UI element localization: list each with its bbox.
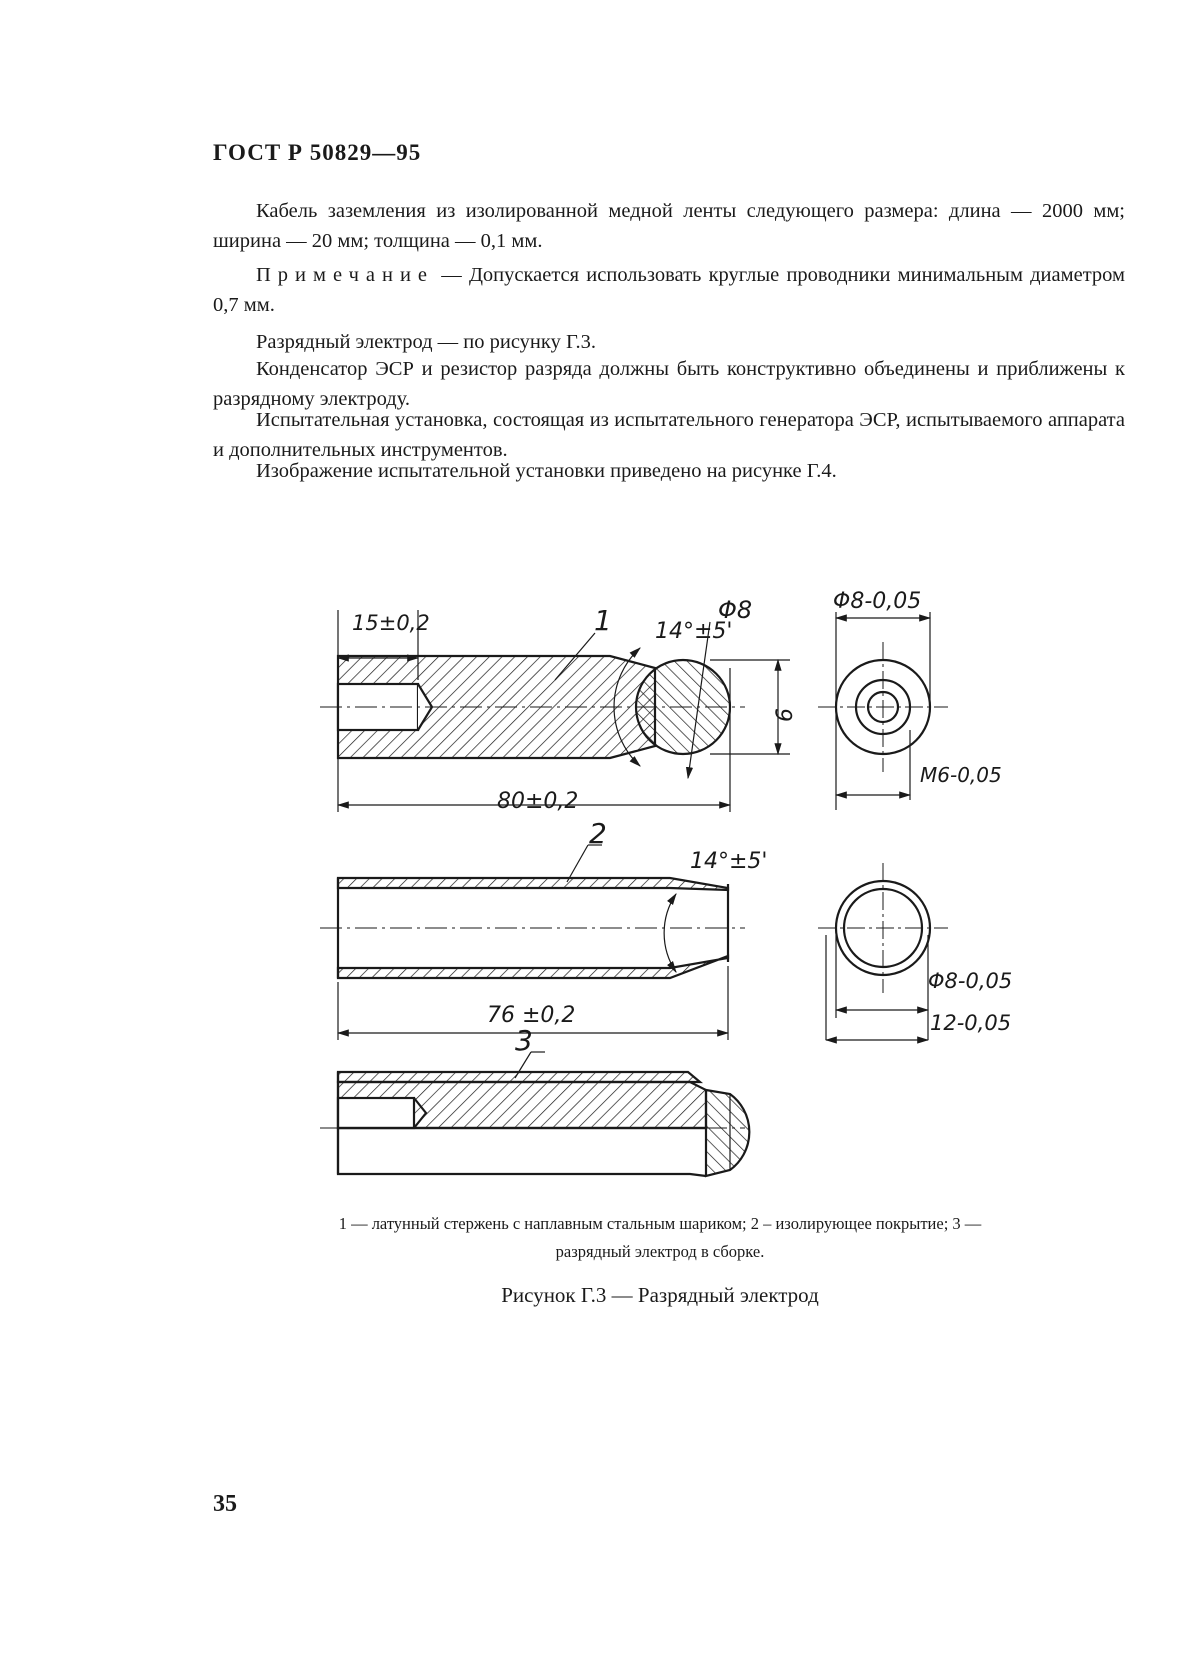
paragraph-electrode: Разрядный электрод — по рисунку Г.3. <box>256 331 596 353</box>
dim-12: 12-0,05 <box>930 1011 1012 1035</box>
paragraph-setup: Испытательная установка, состоящая из испытательного генератора ЭСР, испытываемого аппарата и дополнительных инструментов. <box>213 409 1125 461</box>
paragraph-cable: Кабель заземления из изолированной медной ленты следующего размера: длина — 2000 мм; ширина — 20 мм; толщина — 0,1 мм. <box>213 200 1125 252</box>
dim-m6: M6-0,05 <box>920 763 1002 787</box>
label-2: 2 <box>589 817 607 850</box>
part-3-assembly <box>320 1052 749 1176</box>
paragraph-image: Изображение испытательной установки приведено на рисунке Г.4. <box>256 460 837 482</box>
dim-angle-2: 14°±5' <box>690 849 768 874</box>
dim-80: 80±0,2 <box>497 789 579 814</box>
figure-caption: 1 — латунный стержень с наплавным стальным шариком; 2 – изолирующее покрытие; 3 — разрядный электрод в сборке. <box>338 1214 982 1261</box>
page-number: 35 <box>213 1491 237 1517</box>
document-header: ГОСТ Р 50829—95 <box>213 140 422 165</box>
label-1: 1 <box>594 604 612 637</box>
dim-15: 15±0,2 <box>352 611 430 635</box>
dim-angle-1: 14°±5' <box>655 619 733 644</box>
end-view-2 <box>818 863 948 1040</box>
figure-title: Рисунок Г.3 — Разрядный электрод <box>501 1283 819 1307</box>
dim-6: 6 <box>773 708 798 722</box>
note-text: — Допускается использовать круглые проводники минимальным диаметром 0,7 мм. <box>213 264 1125 316</box>
dim-phi8: Φ8 <box>718 596 753 624</box>
dim-76: 76 ±0,2 <box>487 1003 576 1028</box>
paragraph-capacitor: Конденсатор ЭСР и резистор разряда должны быть конструктивно объединены и приближены к разрядному электроду. <box>213 358 1125 410</box>
dim-phi8-tol: Φ8-0,05 <box>833 589 922 614</box>
note-label: Примечание <box>256 264 435 286</box>
dim-phi8-tol-2: Φ8-0,05 <box>928 969 1013 993</box>
label-3: 3 <box>515 1024 533 1057</box>
